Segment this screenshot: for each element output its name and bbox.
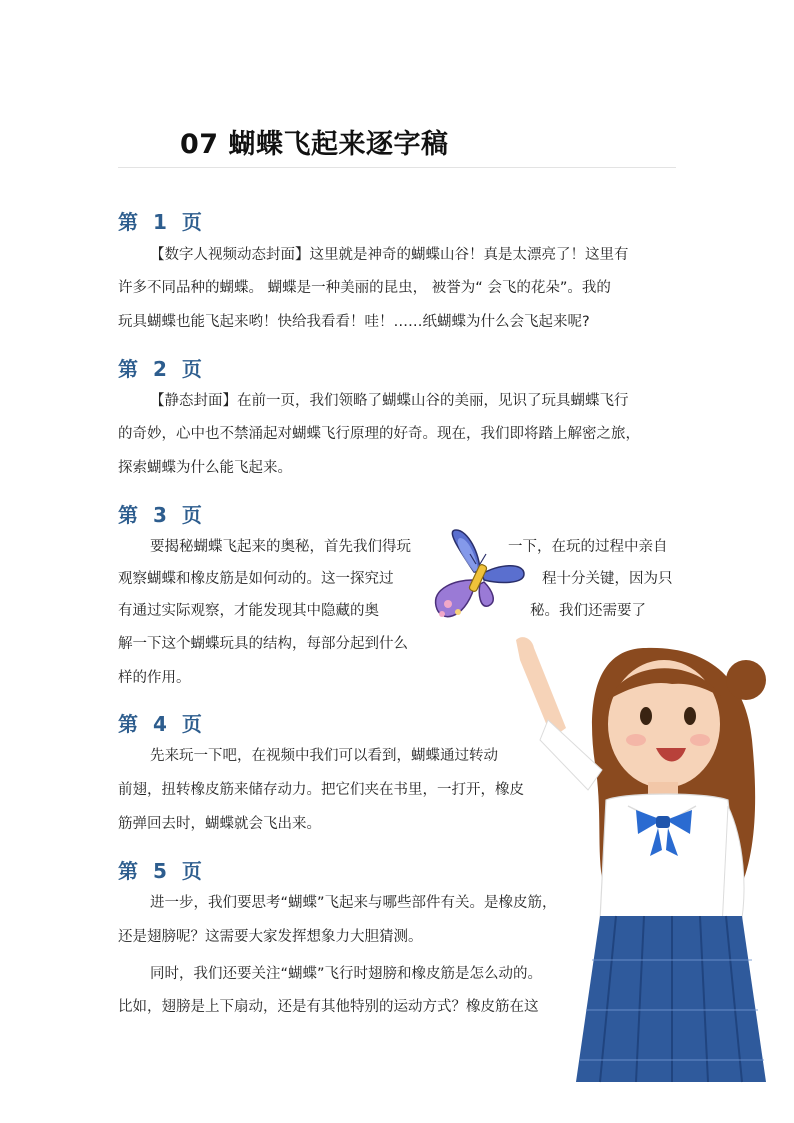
section-4-line-1: 先来玩一下吧，在视频中我们可以看到，蝴蝶通过转动 (150, 748, 498, 764)
section-3-line-1a: 要揭秘蝴蝶飞起来的奥秘，首先我们得玩 (150, 539, 411, 555)
section-1-line-1: 【数字人视频动态封面】这里就是神奇的蝴蝶山谷！真是太漂亮了！这里有 (150, 247, 629, 263)
section-3-line-3b: 秘。我们还需要了 (530, 603, 646, 619)
section-3-line-3a: 有通过实际观察，才能发现其中隐藏的奥 (118, 603, 379, 619)
section-4-line-3: 筋弹回去时，蝴蝶就会飞出来。 (118, 816, 321, 832)
section-2-line-2: 的奇妙，心中也不禁涌起对蝴蝶飞行原理的好奇。现在，我们即将踏上解密之旅， (118, 426, 640, 442)
section-1-line-3: 玩具蝴蝶也能飞起来哟！快给我看看！哇！……纸蝴蝶为什么会飞起来呢? (118, 314, 590, 330)
butterfly-toy-illustration (428, 528, 528, 626)
section-4-line-2: 前翅，扭转橡皮筋来储存动力。把它们夹在书里，一打开，橡皮 (118, 782, 524, 798)
section-2-line-3: 探索蝴蝶为什么能飞起来。 (118, 460, 292, 476)
document-title: 07 蝴蝶飞起来逐字稿 (180, 129, 449, 160)
section-3-line-2b: 程十分关键，因为只 (542, 571, 673, 587)
section-3-line-4: 解一下这个蝴蝶玩具的结构，每部分起到什么 (118, 636, 408, 652)
section-heading-4: 第 4 页 (118, 712, 206, 736)
section-1-line-2: 许多不同品种的蝴蝶。 蝴蝶是一种美丽的昆虫， 被誉为“ 会飞的花朵”。我的 (118, 280, 611, 296)
section-5-line-3: 同时，我们还要关注“蝴蝶”飞行时翅膀和橡皮筋是怎么动的。 (150, 966, 543, 982)
section-5-line-4: 比如，翅膀是上下扇动，还是有其他特别的运动方式？橡皮筋在这 (118, 999, 539, 1015)
section-heading-2: 第 2 页 (118, 357, 206, 381)
section-5-line-2: 还是翅膀呢？这需要大家发挥想象力大胆猜测。 (118, 929, 423, 945)
section-heading-3: 第 3 页 (118, 503, 206, 527)
section-5-line-1: 进一步，我们要思考“蝴蝶”飞起来与哪些部件有关。是橡皮筋， (150, 895, 557, 911)
section-2-line-1: 【静态封面】在前一页，我们领略了蝴蝶山谷的美丽，见识了玩具蝴蝶飞行 (150, 393, 629, 409)
section-heading-1: 第 1 页 (118, 210, 206, 234)
title-divider (118, 167, 676, 168)
section-heading-5: 第 5 页 (118, 859, 206, 883)
section-3-line-5: 样的作用。 (118, 670, 191, 686)
section-3-line-1b: 一下，在玩的过程中亲自 (508, 539, 668, 555)
section-3-line-2a: 观察蝴蝶和橡皮筋是如何动的。这一探究过 (118, 571, 394, 587)
girl-pointing-up-illustration (496, 620, 786, 1085)
